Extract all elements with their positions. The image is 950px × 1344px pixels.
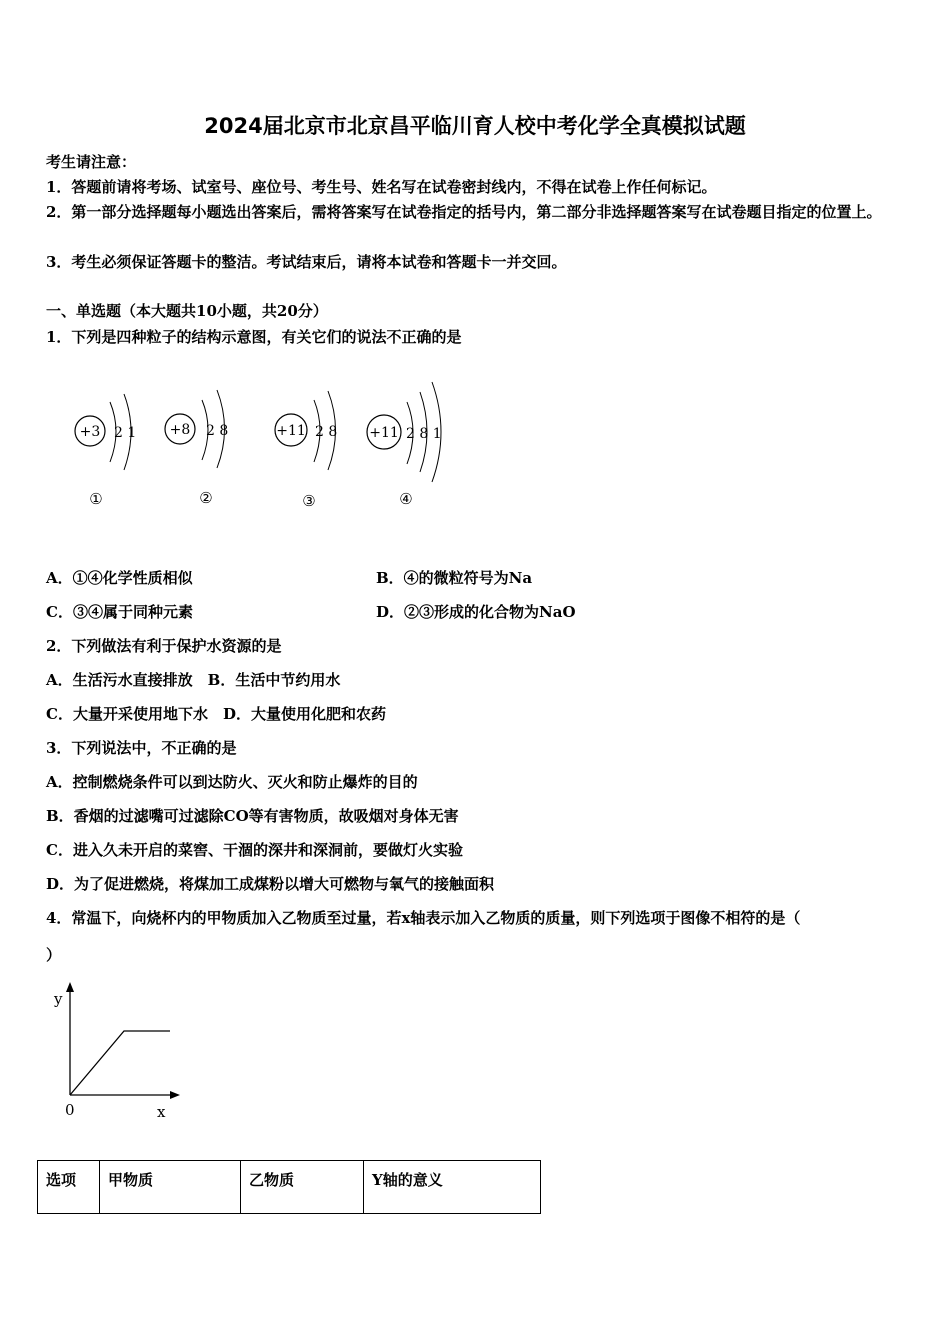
q4-options-table [37, 1160, 541, 1214]
particle-4-diagram [367, 382, 442, 508]
particle-1-electrons: 2 1 [114, 425, 137, 441]
table-header-cell: 甲物质 [100, 1161, 241, 1214]
q2-options-line1: A．生活污水直接排放 B．生活中节约用水 [46, 671, 341, 689]
table-header-row [38, 1161, 541, 1214]
particle-3-label: ③ [302, 492, 316, 510]
notice-rule-2: 2．第一部分选择题每小题选出答案后，需将答案写在试卷指定的括号内，第二部分非选择题答案写在试卷题目指定的位置上。 [46, 203, 882, 221]
particle-3-diagram [275, 391, 337, 510]
q4-stem-end: ） [46, 946, 62, 964]
particle-1-nucleus: +3 [79, 424, 101, 440]
q1-option-b: B．④的微粒符号为Na [376, 569, 533, 587]
q1-stem: 1．下列是四种粒子的结构示意图，有关它们的说法不正确的是 [46, 328, 462, 346]
table-header-cell: 选项 [38, 1161, 100, 1214]
q1-option-d: D．②③形成的化合物为NaO [376, 603, 576, 621]
table-header-cell: Y轴的意义 [364, 1161, 541, 1214]
q3-option-c: C．进入久未开启的菜窖、干涸的深井和深洞前，要做灯火实验 [46, 841, 463, 859]
particle-2-diagram [165, 390, 228, 507]
q1-option-a: A．①④化学性质相似 [46, 569, 193, 587]
notice-heading: 考生请注意： [46, 153, 137, 171]
q3-option-b: B．香烟的过滤嘴可过滤除CO等有害物质，故吸烟对身体无害 [46, 807, 459, 825]
graph-y-label: y [54, 990, 63, 1008]
graph-curve [70, 1031, 170, 1095]
q3-option-a: A．控制燃烧条件可以到达防火、灭火和防止爆炸的目的 [46, 773, 418, 791]
q4-stem: 4．常温下，向烧杯内的甲物质加入乙物质至过量，若x轴表示加入乙物质的质量，则下列选项于图像不相符的是（ [46, 909, 801, 927]
notice-rule-1: 1．答题前请将考场、试室号、座位号、考生号、姓名写在试卷密封线内，不得在试卷上作任何标记。 [46, 178, 717, 196]
particle-4-nucleus: +11 [369, 425, 399, 441]
y-axis-arrow [66, 982, 74, 992]
particle-2-label: ② [199, 489, 213, 507]
notice-rule-3: 3．考生必须保证答题卡的整洁。考试结束后，请将本试卷和答题卡一并交回。 [46, 253, 567, 271]
q2-stem: 2．下列做法有利于保护水资源的是 [46, 637, 282, 655]
q3-stem: 3．下列说法中，不正确的是 [46, 739, 237, 757]
particle-2-electrons: 2 8 [206, 423, 229, 439]
q2-options-line2: C．大量开采使用地下水 D．大量使用化肥和农药 [46, 705, 386, 723]
particle-diagrams [60, 372, 480, 522]
particle-2-nucleus: +8 [169, 422, 191, 438]
table-header-cell: 乙物质 [241, 1161, 364, 1214]
particle-4-electrons: 2 8 1 [406, 426, 442, 442]
q1-option-c: C．③④属于同种元素 [46, 603, 193, 621]
q4-graph [40, 980, 190, 1120]
particle-1-label: ① [89, 490, 103, 508]
page-title: 2024届北京市北京昌平临川育人校中考化学全真模拟试题 [204, 114, 746, 138]
particle-1-diagram [75, 394, 136, 508]
section-heading: 一、单选题（本大题共10小题，共20分） [46, 302, 328, 320]
particle-3-electrons: 2 8 [315, 424, 338, 440]
particle-3-nucleus: +11 [276, 423, 306, 439]
particle-4-label: ④ [399, 490, 413, 508]
graph-origin-label: 0 [65, 1101, 75, 1119]
x-axis-arrow [170, 1091, 180, 1099]
q3-option-d: D．为了促进燃烧，将煤加工成煤粉以增大可燃物与氧气的接触面积 [46, 875, 495, 893]
graph-x-label: x [157, 1103, 166, 1120]
